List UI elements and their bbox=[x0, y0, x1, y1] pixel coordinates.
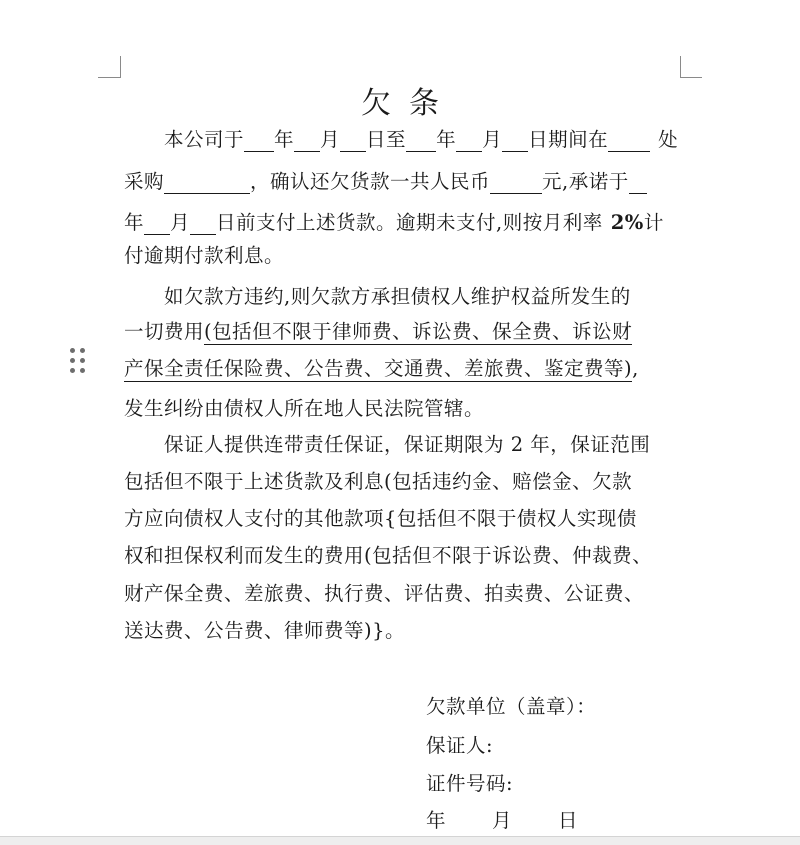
text: ，确认还欠货款一共人民币 bbox=[250, 170, 491, 193]
para3-line5 bbox=[124, 578, 644, 606]
text: 一切费用 bbox=[124, 320, 205, 343]
date-line bbox=[426, 805, 578, 833]
text: 包括但不限于上述货款及利息(包括违约金、赔偿金、欠款 bbox=[124, 470, 633, 493]
para1-line4 bbox=[124, 240, 284, 268]
blank-item[interactable] bbox=[164, 171, 250, 194]
underlined-text: 产保全责任保险费、公告费、交通费、差旅费、鉴定费等) bbox=[124, 357, 633, 380]
crop-mark-top-right-v bbox=[680, 56, 681, 78]
para3-line4 bbox=[124, 540, 652, 568]
debtor-seal-label: 欠款单位（盖章）： bbox=[426, 695, 597, 718]
blank-month[interactable] bbox=[294, 129, 320, 152]
text: 日前支付上述货款。逾期未支付,则按月利率 bbox=[216, 211, 603, 234]
blank-day[interactable] bbox=[502, 129, 528, 152]
para2-line2 bbox=[124, 316, 632, 344]
blank-location[interactable] bbox=[608, 129, 650, 152]
underlined-text: (包括但不限于律师费、诉讼费、保全费、诉讼财 bbox=[204, 320, 633, 343]
text: 月 bbox=[320, 128, 341, 151]
para3-line2 bbox=[124, 466, 632, 494]
blank-month[interactable] bbox=[456, 129, 482, 152]
text: 元,承诺于 bbox=[542, 170, 629, 193]
id-number-label: 证件号码: bbox=[426, 772, 514, 795]
date-day: 日 bbox=[558, 809, 579, 832]
para3-line3 bbox=[124, 503, 637, 531]
text: 如欠款方违约,则欠款方承担债权人维护权益所发生的 bbox=[164, 285, 631, 308]
blank-year[interactable] bbox=[406, 129, 436, 152]
blank-month[interactable] bbox=[144, 212, 170, 235]
drag-handle-icon[interactable] bbox=[68, 346, 88, 376]
para2-line3 bbox=[124, 353, 639, 381]
text: 日期间在 bbox=[528, 128, 609, 151]
text: 权和担保权利而发生的费用(包括但不限于诉讼费、仲裁费、 bbox=[124, 544, 653, 567]
text: 月 bbox=[482, 128, 503, 151]
text: 处 bbox=[658, 128, 679, 151]
text: 付逾期付款利息。 bbox=[124, 244, 285, 267]
text: 发生纠纷由债权人所在地人民法院管辖。 bbox=[124, 397, 485, 420]
para2-line4 bbox=[124, 393, 484, 421]
text: 年 bbox=[274, 128, 295, 151]
para1-line2 bbox=[124, 166, 647, 194]
text: 本公司于 bbox=[164, 128, 245, 151]
para2-line1 bbox=[164, 281, 631, 309]
para1-line1 bbox=[164, 124, 678, 152]
text: 计 bbox=[643, 211, 664, 234]
text: 保证人提供连带责任保证，保证期限为 2 年，保证范围 bbox=[164, 433, 651, 456]
text: 财产保全费、差旅费、执行费、评估费、拍卖费、公证费、 bbox=[124, 582, 645, 605]
interest-rate: 2% bbox=[610, 211, 644, 234]
blank-day[interactable] bbox=[340, 129, 366, 152]
document-title: 欠条 bbox=[361, 86, 457, 121]
date-month: 月 bbox=[492, 809, 513, 832]
text: 月 bbox=[170, 211, 191, 234]
blank-year[interactable] bbox=[244, 129, 274, 152]
para3-line6 bbox=[124, 615, 405, 643]
text: 送达费、公告费、律师费等)}。 bbox=[124, 619, 406, 642]
crop-mark-top-left-v bbox=[120, 56, 121, 78]
text: 年 bbox=[436, 128, 457, 151]
date-year: 年 bbox=[426, 809, 447, 832]
blank-amount[interactable] bbox=[490, 171, 542, 194]
para3-line1 bbox=[164, 429, 650, 457]
blank-day[interactable] bbox=[190, 212, 216, 235]
para1-line3 bbox=[124, 207, 664, 235]
guarantor-label: 保证人: bbox=[426, 734, 494, 757]
text: 方应向债权人支付的其他款项{包括但不限于债权人实现债 bbox=[124, 507, 637, 530]
text: 年 bbox=[124, 211, 145, 234]
text: 采购 bbox=[124, 170, 165, 193]
text: 日至 bbox=[366, 128, 407, 151]
text: , bbox=[632, 357, 639, 380]
blank-year[interactable] bbox=[629, 171, 647, 194]
